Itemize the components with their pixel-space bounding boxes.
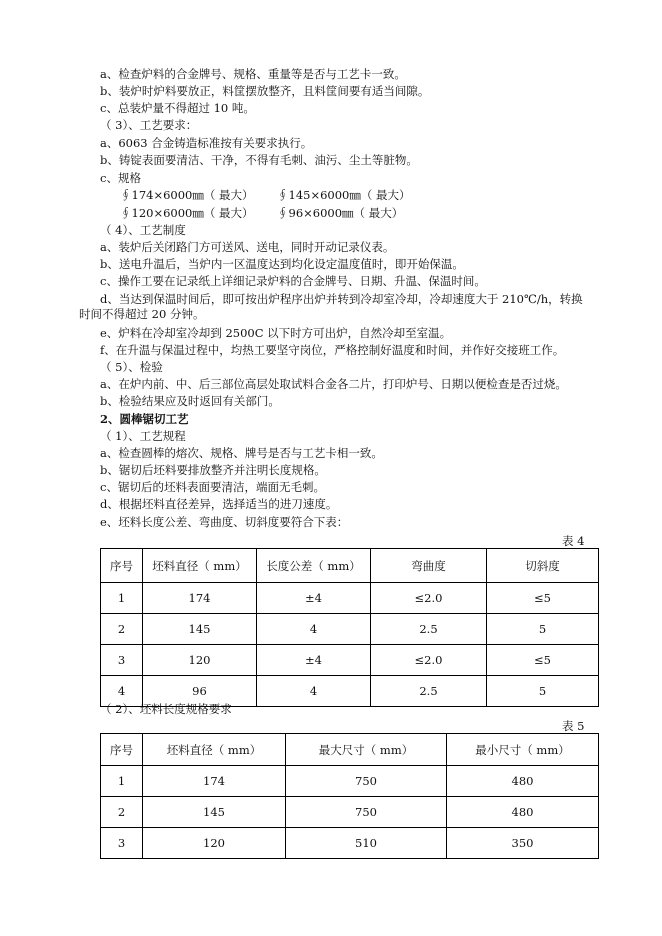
table-caption: 表 4	[562, 534, 585, 548]
table-cell: ±4	[257, 645, 371, 676]
table-cell: 750	[286, 766, 447, 797]
table-cell: 4	[257, 614, 371, 645]
header-cell: 切斜度	[487, 549, 599, 583]
subsection-heading: （ 1）、工艺规程	[100, 429, 186, 443]
table-cell: 174	[143, 583, 257, 614]
table-row	[101, 797, 599, 828]
table-cell: 3	[101, 645, 143, 676]
header-cell: 坯料直径（ mm）	[143, 734, 286, 766]
header-cell: 最小尺寸（ mm）	[447, 734, 599, 766]
table-cell: 5	[487, 614, 599, 645]
subsection-heading: （ 3）、工艺要求：	[100, 118, 198, 132]
table-cell: 2	[101, 614, 143, 645]
header-cell: 最大尺寸（ mm）	[286, 734, 447, 766]
table-5	[100, 733, 599, 859]
table-cell: 2.5	[371, 676, 487, 707]
note-line: a、检查圆棒的熔次、规格、牌号是否与工艺卡相一致。	[100, 446, 383, 460]
note-line: 时间不得超过 20 分钟。	[79, 307, 205, 321]
table-cell: 2	[101, 797, 143, 828]
note-line: a、装炉后关闭路门方可送风、送电，同时开动记录仪表。	[100, 240, 395, 254]
note-line: d、当达到保温时间后，即可按出炉程序出炉并转到冷却室冷却，冷却速度大于 210℃/h，转换	[100, 292, 583, 306]
section-title: 2、圆棒锯切工艺	[100, 412, 189, 426]
table-4	[100, 548, 599, 707]
header-cell: 序号	[101, 549, 143, 583]
note-line: a、6063 合金铸造标准按有关要求执行。	[100, 136, 313, 150]
table-cell: 5	[487, 676, 599, 707]
table-header-row	[101, 734, 599, 766]
note-line: c、规格	[100, 171, 141, 185]
table-cell: 174	[143, 766, 286, 797]
spec-item: ∮96×6000㎜（ 最大）	[277, 206, 404, 220]
table-row	[101, 828, 599, 859]
table-cell: 350	[447, 828, 599, 859]
table-row	[101, 766, 599, 797]
table-cell: 4	[101, 676, 143, 707]
subsection-heading: （ 5）、检验	[100, 360, 163, 374]
table-row	[101, 645, 599, 676]
table-cell: 4	[257, 676, 371, 707]
header-cell: 坯料直径（ mm）	[143, 549, 257, 583]
table-cell: 120	[143, 645, 257, 676]
note-line: b、铸锭表面要清洁、干净，不得有毛刺、油污、尘土等脏物。	[100, 153, 418, 167]
table-cell: 96	[143, 676, 257, 707]
note-line: c、锯切后的坯料表面要清洁，端面无毛刺。	[100, 480, 325, 494]
spec-item: ∮120×6000㎜（ 最大）	[120, 206, 254, 220]
note-line: b、送电升温后，当炉内一区温度达到均化设定温度值时，即开始保温。	[100, 257, 464, 271]
table-caption: 表 5	[562, 719, 585, 733]
subsection-heading: （ 4）、工艺制度	[100, 223, 186, 237]
table-cell: 480	[447, 766, 599, 797]
header-cell: 弯曲度	[371, 549, 487, 583]
note-line: b、装炉时炉料要放正，料筐摆放整齐，且料筐间要有适当间隙。	[100, 84, 430, 98]
table-cell: 145	[143, 797, 286, 828]
table-cell: 3	[101, 828, 143, 859]
table-header-row	[101, 549, 599, 583]
table-cell: 1	[101, 583, 143, 614]
note-line: a、在炉内前、中、后三部位高层处取试料合金各二片，打印炉号、日期以便检查是否过烧。	[100, 377, 567, 391]
note-line: e、坯料长度公差、弯曲度、切斜度要符合下表：	[100, 515, 349, 529]
note-line: c、总装炉量不得超过 10 吨。	[100, 101, 255, 115]
note-line: c、操作工要在记录纸上详细记录炉料的合金牌号、日期、升温、保温时间。	[100, 274, 486, 288]
table-cell: ±4	[257, 583, 371, 614]
note-line: a、检查炉料的合金牌号、规格、重量等是否与工艺卡一致。	[100, 67, 406, 81]
table-cell: 510	[286, 828, 447, 859]
note-line: b、锯切后坯料要排放整齐并注明长度规格。	[100, 463, 326, 477]
table-cell: 120	[143, 828, 286, 859]
note-line: b、检验结果应及时返回有关部门。	[100, 394, 280, 408]
table-cell: 145	[143, 614, 257, 645]
note-line: d、根据坯料直径差异，选择适当的进刀速度。	[100, 497, 338, 511]
table-row	[101, 583, 599, 614]
note-line: e、炉料在冷却室冷却到 2500C 以下时方可出炉，自然冷却至室温。	[100, 326, 452, 340]
subsection-heading: （ 2）、坯料长度规格要求	[100, 702, 232, 716]
table-cell: 2.5	[371, 614, 487, 645]
header-cell: 长度公差（ mm）	[257, 549, 371, 583]
table-row	[101, 614, 599, 645]
table-cell: 750	[286, 797, 447, 828]
note-line: f、在升温与保温过程中，均热工要坚守岗位，严格控制好温度和时间，并作好交接班工作。	[100, 343, 565, 357]
table-cell: ≤2.0	[371, 645, 487, 676]
table-cell: ≤2.0	[371, 583, 487, 614]
table-cell: ≤5	[487, 645, 599, 676]
header-cell: 序号	[101, 734, 143, 766]
table-cell: 480	[447, 797, 599, 828]
spec-item: ∮174×6000㎜（ 最大）	[120, 188, 254, 202]
table-cell: 1	[101, 766, 143, 797]
table-cell: ≤5	[487, 583, 599, 614]
spec-item: ∮145×6000㎜（ 最大）	[277, 188, 411, 202]
